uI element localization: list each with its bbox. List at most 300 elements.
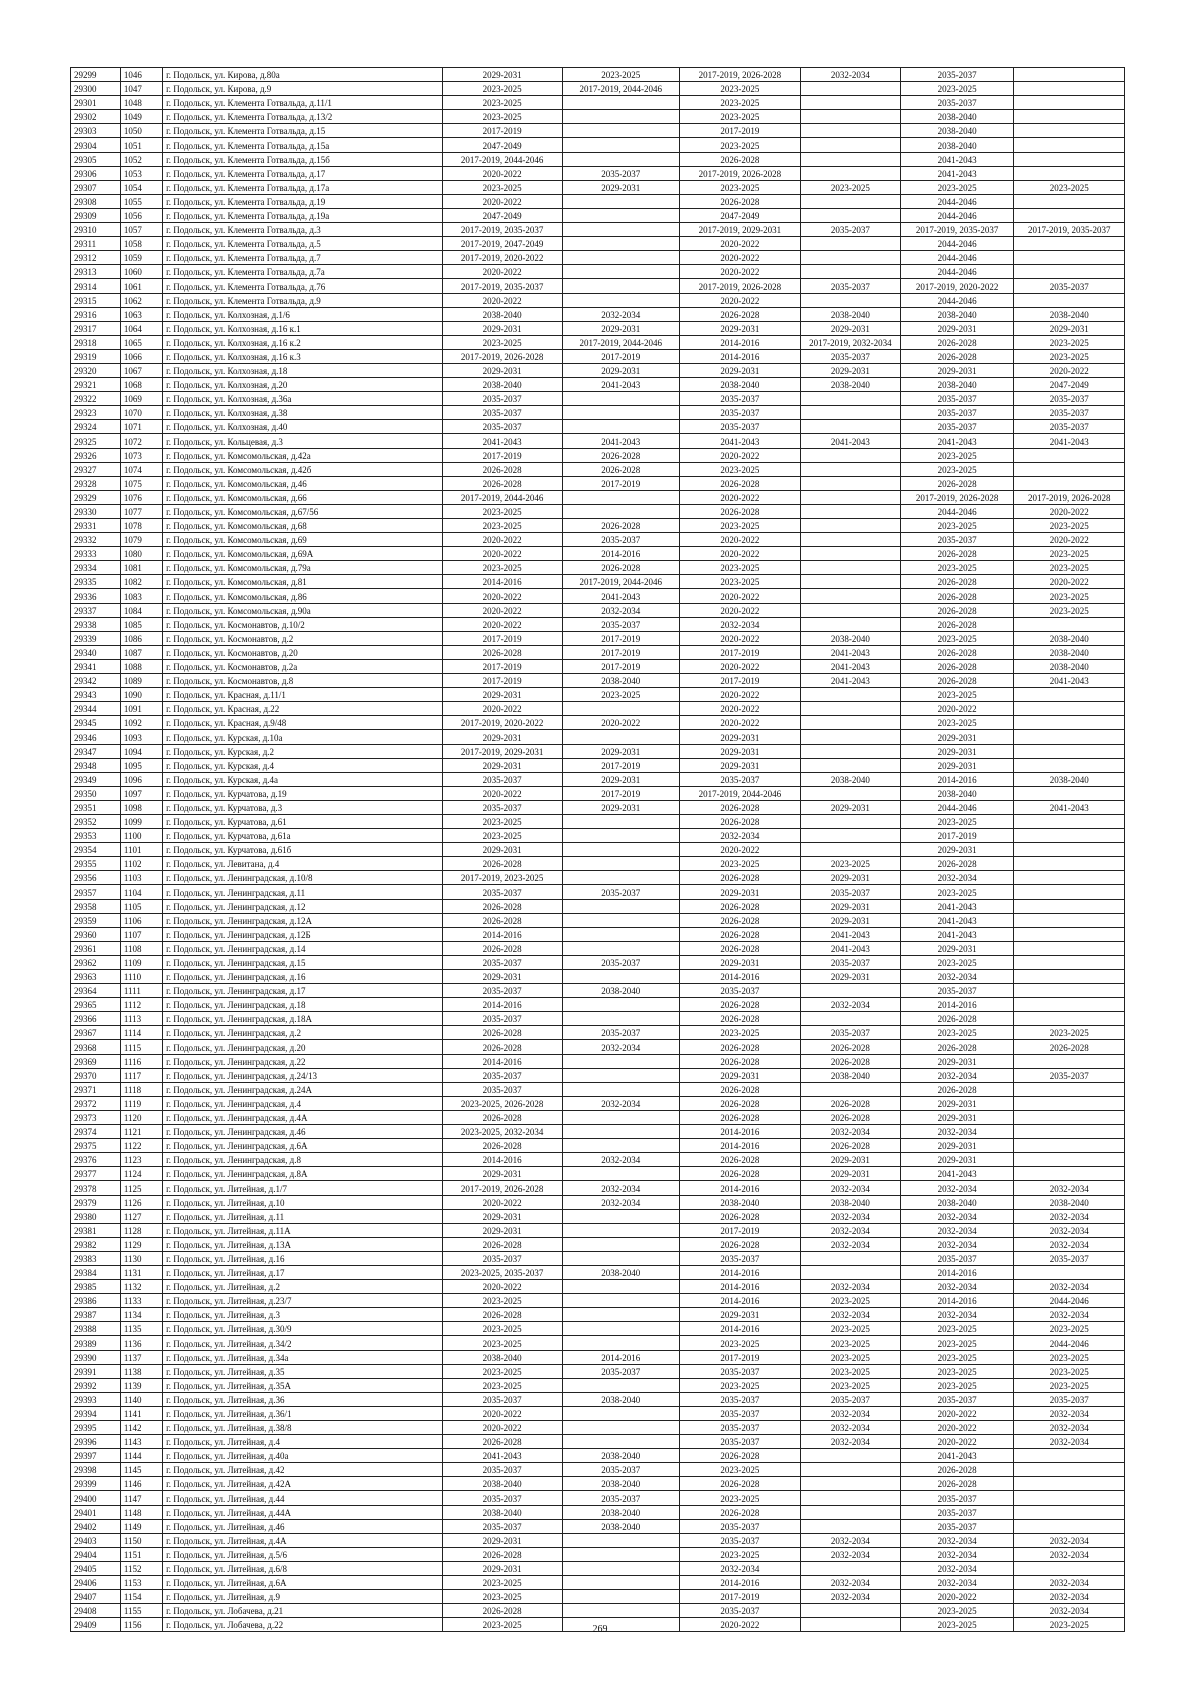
period-4-cell: 2032-2034 — [801, 998, 901, 1012]
period-6-cell — [1014, 941, 1125, 955]
id-cell: 29389 — [71, 1336, 121, 1350]
period-5-cell: 2023-2025 — [900, 1350, 1014, 1364]
period-6-cell: 2020-2022 — [1014, 575, 1125, 589]
number-cell: 1067 — [120, 363, 162, 377]
period-2-cell — [562, 1139, 679, 1153]
period-4-cell: 2032-2034 — [801, 1237, 901, 1251]
period-2-cell: 2017-2019, 2044-2046 — [562, 82, 679, 96]
period-2-cell — [562, 941, 679, 955]
number-cell: 1062 — [120, 293, 162, 307]
period-2-cell — [562, 814, 679, 828]
number-cell: 1116 — [120, 1054, 162, 1068]
table-row — [71, 1125, 1125, 1139]
period-6-cell: 2038-2040 — [1014, 631, 1125, 645]
period-2-cell: 2014-2016 — [562, 547, 679, 561]
address-cell: г. Подольск, ул. Литейная, д.44 — [163, 1491, 442, 1505]
period-1-cell: 2020-2022 — [442, 265, 562, 279]
address-cell: г. Подольск, ул. Литейная, д.5/6 — [163, 1547, 442, 1561]
period-4-cell: 2032-2034 — [801, 1576, 901, 1590]
period-1-cell: 2038-2040 — [442, 307, 562, 321]
table-row — [71, 547, 1125, 561]
id-cell: 29315 — [71, 293, 121, 307]
id-cell: 29357 — [71, 885, 121, 899]
id-cell: 29393 — [71, 1392, 121, 1406]
period-1-cell: 2020-2022 — [442, 547, 562, 561]
period-3-cell: 2038-2040 — [679, 1195, 800, 1209]
period-6-cell — [1014, 476, 1125, 490]
period-2-cell — [562, 1533, 679, 1547]
period-2-cell: 2041-2043 — [562, 378, 679, 392]
period-4-cell: 2035-2037 — [801, 223, 901, 237]
period-5-cell: 2041-2043 — [900, 166, 1014, 180]
period-3-cell: 2026-2028 — [679, 1054, 800, 1068]
table-row — [71, 1406, 1125, 1420]
period-2-cell — [562, 1547, 679, 1561]
table-row — [71, 1308, 1125, 1322]
period-3-cell: 2035-2037 — [679, 1533, 800, 1547]
period-6-cell — [1014, 265, 1125, 279]
period-2-cell — [562, 1125, 679, 1139]
period-2-cell — [562, 843, 679, 857]
period-1-cell: 2026-2028 — [442, 1435, 562, 1449]
address-cell: г. Подольск, ул. Комсомольская, д.42а — [163, 448, 442, 462]
table-row — [71, 1153, 1125, 1167]
period-6-cell — [1014, 1096, 1125, 1110]
period-4-cell — [801, 786, 901, 800]
period-3-cell: 2026-2028 — [679, 152, 800, 166]
period-3-cell: 2026-2028 — [679, 871, 800, 885]
address-cell: г. Подольск, ул. Колхозная, д.18 — [163, 363, 442, 377]
period-5-cell: 2029-2031 — [900, 1153, 1014, 1167]
period-2-cell: 2032-2034 — [562, 603, 679, 617]
id-cell: 29405 — [71, 1561, 121, 1575]
period-5-cell: 2026-2028 — [900, 857, 1014, 871]
period-3-cell: 2026-2028 — [679, 1505, 800, 1519]
address-cell: г. Подольск, ул. Ленинградская, д.24/13 — [163, 1068, 442, 1082]
address-cell: г. Подольск, ул. Ленинградская, д.18 — [163, 998, 442, 1012]
period-5-cell: 2044-2046 — [900, 194, 1014, 208]
housing-repair-schedule-table — [70, 67, 1125, 1632]
period-2-cell — [562, 899, 679, 913]
period-5-cell: 2026-2028 — [900, 335, 1014, 349]
id-cell: 29316 — [71, 307, 121, 321]
page-number: 269 — [592, 1624, 608, 1635]
period-1-cell: 2020-2022 — [442, 166, 562, 180]
period-3-cell: 2026-2028 — [679, 927, 800, 941]
id-cell: 29303 — [71, 124, 121, 138]
address-cell: г. Подольск, ул. Клемента Готвальда, д.15 — [163, 124, 442, 138]
id-cell: 29327 — [71, 462, 121, 476]
period-6-cell — [1014, 82, 1125, 96]
table-row — [71, 392, 1125, 406]
period-1-cell: 2023-2025 — [442, 1336, 562, 1350]
table-row — [71, 1350, 1125, 1364]
period-1-cell: 2023-2025 — [442, 96, 562, 110]
period-6-cell: 2035-2037 — [1014, 420, 1125, 434]
id-cell: 29350 — [71, 786, 121, 800]
number-cell: 1144 — [120, 1449, 162, 1463]
period-6-cell: 2023-2025 — [1014, 1350, 1125, 1364]
table-row — [71, 96, 1125, 110]
number-cell: 1061 — [120, 279, 162, 293]
period-5-cell: 2041-2043 — [900, 927, 1014, 941]
period-2-cell — [562, 194, 679, 208]
address-cell: г. Подольск, ул. Литейная, д.40а — [163, 1449, 442, 1463]
period-4-cell: 2029-2031 — [801, 1153, 901, 1167]
period-6-cell — [1014, 970, 1125, 984]
number-cell: 1137 — [120, 1350, 162, 1364]
period-4-cell: 2038-2040 — [801, 1068, 901, 1082]
period-6-cell — [1014, 955, 1125, 969]
table-row — [71, 476, 1125, 490]
period-6-cell: 2032-2034 — [1014, 1308, 1125, 1322]
period-3-cell: 2014-2016 — [679, 1576, 800, 1590]
period-1-cell: 2035-2037 — [442, 420, 562, 434]
period-6-cell — [1014, 68, 1125, 82]
period-1-cell: 2023-2025 — [442, 110, 562, 124]
period-4-cell — [801, 166, 901, 180]
period-5-cell: 2023-2025 — [900, 955, 1014, 969]
period-4-cell: 2023-2025 — [801, 1336, 901, 1350]
period-6-cell: 2023-2025 — [1014, 335, 1125, 349]
address-cell: г. Подольск, ул. Колхозная, д.16 к.2 — [163, 335, 442, 349]
period-6-cell — [1014, 1519, 1125, 1533]
period-4-cell: 2029-2031 — [801, 899, 901, 913]
number-cell: 1075 — [120, 476, 162, 490]
id-cell: 29299 — [71, 68, 121, 82]
number-cell: 1118 — [120, 1082, 162, 1096]
period-3-cell: 2020-2022 — [679, 237, 800, 251]
period-6-cell: 2032-2034 — [1014, 1533, 1125, 1547]
period-1-cell: 2023-2025, 2032-2034 — [442, 1125, 562, 1139]
id-cell: 29360 — [71, 927, 121, 941]
period-4-cell — [801, 533, 901, 547]
period-2-cell: 2017-2019, 2044-2046 — [562, 335, 679, 349]
number-cell: 1135 — [120, 1322, 162, 1336]
id-cell: 29378 — [71, 1181, 121, 1195]
period-6-cell: 2023-2025 — [1014, 1618, 1125, 1632]
table-row — [71, 265, 1125, 279]
period-5-cell: 2035-2037 — [900, 68, 1014, 82]
address-cell: г. Подольск, ул. Колхозная, д.16 к.3 — [163, 349, 442, 363]
id-cell: 29385 — [71, 1280, 121, 1294]
address-cell: г. Подольск, ул. Колхозная, д.16 к.1 — [163, 321, 442, 335]
address-cell: г. Подольск, ул. Космонавтов, д.2 — [163, 631, 442, 645]
table-row — [71, 1110, 1125, 1124]
number-cell: 1051 — [120, 138, 162, 152]
number-cell: 1122 — [120, 1139, 162, 1153]
table-row — [71, 589, 1125, 603]
period-5-cell: 2026-2028 — [900, 1012, 1014, 1026]
address-cell: г. Подольск, ул. Литейная, д.30/9 — [163, 1322, 442, 1336]
period-1-cell: 2029-2031 — [442, 321, 562, 335]
table-row — [71, 871, 1125, 885]
period-2-cell — [562, 1068, 679, 1082]
address-cell: г. Подольск, ул. Клемента Готвальда, д.15а — [163, 138, 442, 152]
address-cell: г. Подольск, ул. Клемента Готвальда, д.5 — [163, 237, 442, 251]
id-cell: 29317 — [71, 321, 121, 335]
id-cell: 29313 — [71, 265, 121, 279]
table-row — [71, 575, 1125, 589]
period-1-cell: 2017-2019, 2044-2046 — [442, 152, 562, 166]
period-6-cell — [1014, 998, 1125, 1012]
period-1-cell: 2035-2037 — [442, 1463, 562, 1477]
id-cell: 29347 — [71, 744, 121, 758]
period-3-cell: 2029-2031 — [679, 758, 800, 772]
period-1-cell: 2017-2019, 2044-2046 — [442, 490, 562, 504]
table-row — [71, 82, 1125, 96]
period-5-cell: 2023-2025 — [900, 631, 1014, 645]
period-4-cell — [801, 237, 901, 251]
period-6-cell: 2041-2043 — [1014, 800, 1125, 814]
period-6-cell — [1014, 984, 1125, 998]
period-4-cell: 2023-2025 — [801, 1322, 901, 1336]
address-cell: г. Подольск, ул. Ленинградская, д.8А — [163, 1167, 442, 1181]
period-5-cell: 2023-2025 — [900, 1378, 1014, 1392]
id-cell: 29380 — [71, 1209, 121, 1223]
period-3-cell: 2029-2031 — [679, 1068, 800, 1082]
table-row — [71, 857, 1125, 871]
period-3-cell: 2023-2025 — [679, 96, 800, 110]
period-6-cell — [1014, 1449, 1125, 1463]
period-5-cell: 2026-2028 — [900, 1040, 1014, 1054]
period-5-cell: 2035-2037 — [900, 1505, 1014, 1519]
number-cell: 1047 — [120, 82, 162, 96]
address-cell: г. Подольск, ул. Клемента Готвальда, д.19 — [163, 194, 442, 208]
period-2-cell — [562, 406, 679, 420]
period-4-cell: 2035-2037 — [801, 279, 901, 293]
period-2-cell — [562, 1110, 679, 1124]
period-1-cell: 2023-2025 — [442, 519, 562, 533]
period-2-cell — [562, 1167, 679, 1181]
number-cell: 1052 — [120, 152, 162, 166]
period-5-cell: 2035-2037 — [900, 406, 1014, 420]
address-cell: г. Подольск, ул. Курская, д.4 — [163, 758, 442, 772]
address-cell: г. Подольск, ул. Литейная, д.10 — [163, 1195, 442, 1209]
id-cell: 29384 — [71, 1265, 121, 1279]
address-cell: г. Подольск, ул. Литейная, д.34а — [163, 1350, 442, 1364]
number-cell: 1088 — [120, 659, 162, 673]
id-cell: 29353 — [71, 829, 121, 843]
period-2-cell: 2041-2043 — [562, 589, 679, 603]
period-2-cell: 2035-2037 — [562, 1463, 679, 1477]
period-2-cell — [562, 110, 679, 124]
period-4-cell: 2038-2040 — [801, 378, 901, 392]
period-4-cell — [801, 984, 901, 998]
period-6-cell: 2032-2034 — [1014, 1604, 1125, 1618]
table-row — [71, 1040, 1125, 1054]
period-3-cell: 2020-2022 — [679, 688, 800, 702]
number-cell: 1127 — [120, 1209, 162, 1223]
period-3-cell: 2023-2025 — [679, 110, 800, 124]
period-5-cell: 2017-2019, 2020-2022 — [900, 279, 1014, 293]
period-5-cell: 2035-2037 — [900, 392, 1014, 406]
table-row — [71, 1576, 1125, 1590]
number-cell: 1076 — [120, 490, 162, 504]
table-row — [71, 1336, 1125, 1350]
table-row — [71, 335, 1125, 349]
period-3-cell: 2020-2022 — [679, 547, 800, 561]
period-5-cell: 2041-2043 — [900, 1167, 1014, 1181]
period-3-cell: 2020-2022 — [679, 265, 800, 279]
number-cell: 1048 — [120, 96, 162, 110]
id-cell: 29320 — [71, 363, 121, 377]
period-6-cell — [1014, 462, 1125, 476]
period-4-cell — [801, 293, 901, 307]
period-6-cell — [1014, 194, 1125, 208]
address-cell: г. Подольск, ул. Ленинградская, д.4А — [163, 1110, 442, 1124]
period-4-cell — [801, 420, 901, 434]
table-row — [71, 307, 1125, 321]
period-3-cell: 2017-2019 — [679, 1350, 800, 1364]
period-6-cell: 2023-2025 — [1014, 349, 1125, 363]
number-cell: 1106 — [120, 913, 162, 927]
period-1-cell: 2023-2025 — [442, 504, 562, 518]
period-2-cell: 2038-2040 — [562, 1505, 679, 1519]
period-3-cell: 2014-2016 — [679, 1139, 800, 1153]
period-1-cell: 2023-2025 — [442, 1294, 562, 1308]
table-row — [71, 1463, 1125, 1477]
period-4-cell: 2032-2034 — [801, 1590, 901, 1604]
period-4-cell: 2026-2028 — [801, 1040, 901, 1054]
period-2-cell — [562, 998, 679, 1012]
period-4-cell: 2032-2034 — [801, 1181, 901, 1195]
id-cell: 29399 — [71, 1477, 121, 1491]
period-4-cell — [801, 1463, 901, 1477]
address-cell: г. Подольск, ул. Литейная, д.42А — [163, 1477, 442, 1491]
number-cell: 1086 — [120, 631, 162, 645]
period-2-cell: 2029-2031 — [562, 321, 679, 335]
period-6-cell — [1014, 1477, 1125, 1491]
address-cell: г. Подольск, ул. Ленинградская, д.14 — [163, 941, 442, 955]
period-4-cell: 2041-2043 — [801, 645, 901, 659]
period-6-cell: 2032-2034 — [1014, 1209, 1125, 1223]
period-1-cell: 2041-2043 — [442, 434, 562, 448]
address-cell: г. Подольск, ул. Литейная, д.42 — [163, 1463, 442, 1477]
period-2-cell: 2017-2019 — [562, 645, 679, 659]
table-row — [71, 702, 1125, 716]
period-2-cell — [562, 1280, 679, 1294]
table-row — [71, 1421, 1125, 1435]
period-5-cell: 2026-2028 — [900, 547, 1014, 561]
id-cell: 29306 — [71, 166, 121, 180]
number-cell: 1101 — [120, 843, 162, 857]
table-row — [71, 1547, 1125, 1561]
address-cell: г. Подольск, ул. Ленинградская, д.15 — [163, 955, 442, 969]
period-6-cell: 2023-2025 — [1014, 603, 1125, 617]
number-cell: 1073 — [120, 448, 162, 462]
number-cell: 1133 — [120, 1294, 162, 1308]
period-4-cell: 2032-2034 — [801, 1406, 901, 1420]
period-2-cell: 2029-2031 — [562, 772, 679, 786]
period-5-cell: 2032-2034 — [900, 970, 1014, 984]
id-cell: 29308 — [71, 194, 121, 208]
table-row — [71, 885, 1125, 899]
period-5-cell: 2020-2022 — [900, 1406, 1014, 1420]
id-cell: 29391 — [71, 1364, 121, 1378]
period-3-cell: 2014-2016 — [679, 1322, 800, 1336]
number-cell: 1100 — [120, 829, 162, 843]
period-6-cell: 2023-2025 — [1014, 519, 1125, 533]
period-5-cell: 2014-2016 — [900, 772, 1014, 786]
id-cell: 29401 — [71, 1505, 121, 1519]
number-cell: 1094 — [120, 744, 162, 758]
period-1-cell: 2014-2016 — [442, 1054, 562, 1068]
address-cell: г. Подольск, ул. Ленинградская, д.22 — [163, 1054, 442, 1068]
period-3-cell: 2014-2016 — [679, 1280, 800, 1294]
period-6-cell — [1014, 814, 1125, 828]
period-5-cell: 2044-2046 — [900, 504, 1014, 518]
id-cell: 29341 — [71, 659, 121, 673]
table-row — [71, 786, 1125, 800]
period-2-cell — [562, 1336, 679, 1350]
period-6-cell: 2032-2034 — [1014, 1435, 1125, 1449]
period-2-cell: 2041-2043 — [562, 434, 679, 448]
period-4-cell: 2041-2043 — [801, 659, 901, 673]
period-5-cell: 2014-2016 — [900, 1265, 1014, 1279]
period-3-cell: 2026-2028 — [679, 194, 800, 208]
period-4-cell: 2023-2025 — [801, 180, 901, 194]
period-5-cell: 2026-2028 — [900, 617, 1014, 631]
table-row — [71, 674, 1125, 688]
period-1-cell: 2020-2022 — [442, 293, 562, 307]
period-6-cell: 2032-2034 — [1014, 1576, 1125, 1590]
period-6-cell: 2017-2019, 2026-2028 — [1014, 490, 1125, 504]
period-3-cell: 2014-2016 — [679, 349, 800, 363]
id-cell: 29342 — [71, 674, 121, 688]
period-1-cell: 2017-2019, 2026-2028 — [442, 349, 562, 363]
period-2-cell — [562, 1561, 679, 1575]
address-cell: г. Подольск, ул. Клемента Готвальда, д.76 — [163, 279, 442, 293]
period-4-cell: 2035-2037 — [801, 955, 901, 969]
period-3-cell: 2026-2028 — [679, 800, 800, 814]
period-5-cell: 2023-2025 — [900, 462, 1014, 476]
period-6-cell: 2032-2034 — [1014, 1547, 1125, 1561]
period-5-cell: 2017-2019, 2026-2028 — [900, 490, 1014, 504]
table-row — [71, 1167, 1125, 1181]
id-cell: 29377 — [71, 1167, 121, 1181]
period-3-cell: 2017-2019 — [679, 1223, 800, 1237]
period-5-cell: 2029-2031 — [900, 758, 1014, 772]
period-4-cell — [801, 392, 901, 406]
period-3-cell: 2020-2022 — [679, 490, 800, 504]
id-cell: 29343 — [71, 688, 121, 702]
table-row — [71, 166, 1125, 180]
period-6-cell — [1014, 927, 1125, 941]
number-cell: 1156 — [120, 1618, 162, 1632]
id-cell: 29300 — [71, 82, 121, 96]
id-cell: 29338 — [71, 617, 121, 631]
period-3-cell: 2017-2019, 2026-2028 — [679, 166, 800, 180]
period-4-cell — [801, 138, 901, 152]
period-2-cell: 2038-2040 — [562, 1449, 679, 1463]
period-1-cell: 2023-2025, 2026-2028 — [442, 1096, 562, 1110]
period-1-cell: 2035-2037 — [442, 1519, 562, 1533]
address-cell: г. Подольск, ул. Ленинградская, д.12А — [163, 913, 442, 927]
table-row — [71, 251, 1125, 265]
period-4-cell — [801, 110, 901, 124]
period-2-cell — [562, 702, 679, 716]
number-cell: 1089 — [120, 674, 162, 688]
period-4-cell: 2032-2034 — [801, 1223, 901, 1237]
period-3-cell: 2023-2025 — [679, 138, 800, 152]
number-cell: 1142 — [120, 1421, 162, 1435]
period-3-cell: 2035-2037 — [679, 772, 800, 786]
period-4-cell — [801, 617, 901, 631]
id-cell: 29362 — [71, 955, 121, 969]
period-1-cell: 2029-2031 — [442, 68, 562, 82]
period-2-cell — [562, 1590, 679, 1604]
